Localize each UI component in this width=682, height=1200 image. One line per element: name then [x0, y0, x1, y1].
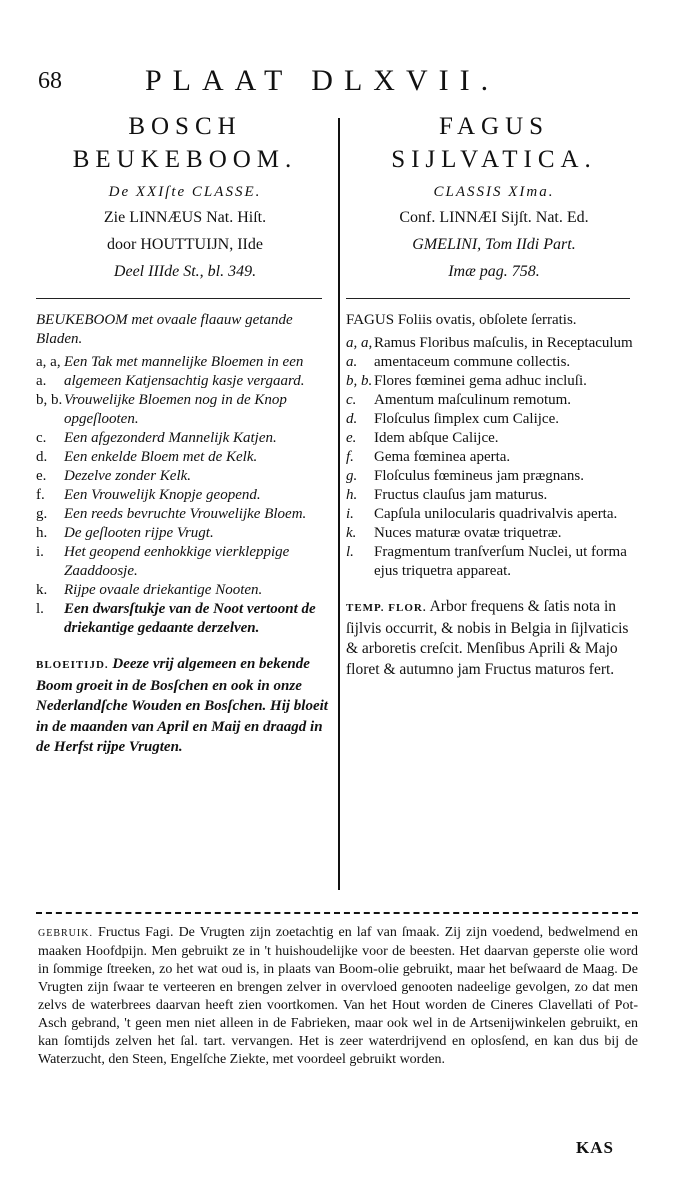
figure-key: k. — [36, 582, 48, 598]
list-item — [36, 429, 334, 448]
list-item — [346, 410, 642, 429]
figure-key: d. — [346, 411, 358, 427]
flowering-text-latin: Arbor frequens & ſatis nota in ſijlvis occurrit, & nobis in Belgia in ſijlvaticis & arboretis creſcit. Menſibus Aprili & Majo floret & autumno jam Fructus maturos fert. — [346, 598, 629, 678]
latin-column — [346, 110, 642, 680]
latin-heading-line1: FAGUS — [438, 113, 550, 140]
latin-classis: CLASSIS XIma. — [433, 184, 555, 200]
latin-reference-line1: Conf. LINNÆI Sijſt. Nat. Ed. — [399, 209, 589, 226]
figure-text: Een Tak met mannelijke Bloemen in een algemeen Katjensachtig kasje vergaard. — [64, 354, 305, 389]
figure-text: Ramus Floribus maſculis, in Receptaculum amentaceum commune collectis. — [374, 335, 633, 370]
figure-text: Rijpe ovaale driekantige Nooten. — [64, 582, 263, 598]
figure-key: l. — [346, 544, 354, 560]
figure-key: b, b. — [36, 392, 63, 408]
figure-key: f. — [346, 449, 354, 465]
list-item — [346, 334, 642, 372]
dutch-reference-line3: Deel IIIde St., bl. 349. — [113, 263, 257, 280]
dutch-header-rule — [36, 298, 322, 299]
figure-key: a, a, a. — [346, 335, 373, 370]
figure-text: Amentum maſculinum remotum. — [374, 392, 572, 408]
dutch-reference-line2: door HOUTTUIJN, IIde — [107, 236, 263, 253]
figure-text: Dezelve zonder Kelk. — [64, 468, 192, 484]
figure-key: g. — [346, 468, 358, 484]
list-item — [36, 391, 334, 429]
plate-title: PLAAT DLXVII. — [145, 64, 500, 97]
list-item — [36, 467, 334, 486]
figure-key: d. — [36, 449, 48, 465]
figure-text: Floſculus fœmineus jam prægnans. — [374, 468, 584, 484]
list-item — [346, 372, 642, 391]
list-item — [346, 391, 642, 410]
page-number: 68 — [38, 68, 62, 94]
figure-text: Een afgezonderd Mannelijk Katjen. — [64, 430, 277, 446]
figure-text: Fructus clauſus jam maturus. — [374, 487, 548, 503]
dutch-classe: De XXIſte CLASSE. — [108, 184, 262, 200]
list-item — [36, 486, 334, 505]
latin-description: FAGUS Foliis ovatis, obſolete ſerratis. — [346, 312, 577, 328]
flowering-paragraph — [36, 654, 334, 758]
figure-key: c. — [346, 392, 357, 408]
flowering-label-latin: TEMP. FLOR. — [346, 602, 427, 614]
figure-key: a, a, a. — [36, 354, 61, 389]
figure-key: f. — [36, 487, 45, 503]
list-item — [346, 543, 642, 581]
figure-key: b, b. — [346, 373, 373, 389]
figure-key: g. — [36, 506, 48, 522]
figure-text: Het geopend eenhokkige vierkleppige Zaaddoosje. — [64, 544, 290, 579]
latin-figure-list — [346, 334, 642, 581]
flowering-text: Deeze vrij algemeen en bekende Boom groeit in de Bosſchen en ook in onze Nederlandſche Wouden en Bosſchen. Hij bloeit in de maanden van April en Maij en draagd in de Herfst rijpe Vrugten. — [36, 656, 328, 755]
list-item — [36, 505, 334, 524]
figure-key: e. — [36, 468, 47, 484]
list-item — [346, 486, 642, 505]
list-item — [36, 581, 334, 600]
dutch-heading-line2: BEUKEBOOM. — [72, 146, 298, 173]
list-item — [346, 505, 642, 524]
latin-header-rule — [346, 298, 630, 299]
catchword: KAS — [576, 1138, 614, 1157]
usage-paragraph — [38, 924, 638, 1069]
figure-key: e. — [346, 430, 357, 446]
dutch-heading-line1: BOSCH — [128, 113, 242, 140]
dutch-column — [36, 110, 334, 758]
figure-key: h. — [36, 525, 48, 541]
usage-label: GEBRUIK. — [38, 928, 93, 939]
figure-text: Een Vrouwelijk Knopje geopend. — [64, 487, 261, 503]
list-item — [36, 448, 334, 467]
figure-text: Een dwarsſtukje van de Noot vertoont de driekantige gedaante derzelven. — [64, 601, 316, 636]
list-item — [36, 524, 334, 543]
figure-text: De geſlooten rijpe Vrugt. — [64, 525, 214, 541]
list-item — [346, 524, 642, 543]
section-rule — [36, 912, 638, 914]
dutch-figure-list — [36, 353, 334, 638]
flowering-paragraph-latin — [346, 597, 642, 680]
list-item — [346, 467, 642, 486]
figure-text: Capſula unilocularis quadrivalvis aperta. — [374, 506, 618, 522]
list-item — [346, 429, 642, 448]
figure-key: l. — [36, 601, 44, 617]
list-item — [36, 353, 334, 391]
figure-text: Gema fœminea aperta. — [374, 449, 511, 465]
column-divider — [338, 118, 340, 890]
figure-key: h. — [346, 487, 358, 503]
figure-key: i. — [36, 544, 44, 560]
figure-text: Flores fœminei gema adhuc incluſi. — [374, 373, 587, 389]
flowering-label: BLOEITIJD. — [36, 659, 109, 671]
list-item — [346, 448, 642, 467]
dutch-reference-line1: Zie LINNÆUS Nat. Hiſt. — [103, 209, 267, 226]
usage-text: Fructus Fagi. De Vrugten zijn zoetachtig en laf van ſmaak. Zij zijn voedend, bedwelmend en maaken Hoofdpijn. Men gebruikt ze in 't huishoudelijke voor de beesten. Het daarvan geperste olie word in ſommige ſtreeken, zo het wat oud is, in plaats van Boom-olie gebruikt, maar het beſwaard de Maag. De Vrugten zijn ſwaar te verteeren en brengen zelver in overvloed genooten nadeelige gevolgen, zo dat men zelvs de waterbrees daarvan heeft zien voortkomen. Van het Hout worden de Cineres Clavellati of Pot-Asch gebrand, 't geen men niet alleen in de Fabrieken, maar ook wel in de Artsenijwinkelen gebruikt, en kan ſomtijds zelven het ſal. tart. vervangen. Het is zeer waterdrijvend en oplosſend, en kan dus bij de Waterzucht, den Steen, Engelſche Ziekte, met voordeel gebruikt worden. — [38, 925, 638, 1067]
list-item — [36, 543, 334, 581]
figure-text: Vrouwelijke Bloemen nog in de Knop opgeſlooten. — [64, 392, 287, 427]
figure-text: Fragmentum tranſverſum Nuclei, ut forma ejus triquetra appareat. — [374, 544, 627, 579]
figure-text: Een reeds bevruchte Vrouwelijke Bloem. — [64, 506, 307, 522]
latin-reference-line3: Imæ pag. 758. — [448, 263, 540, 280]
list-item — [36, 600, 334, 638]
latin-heading-line2: SIJLVATICA. — [391, 146, 597, 173]
dutch-description: BEUKEBOOM met ovaale flaauw getande Bladen. — [36, 312, 293, 347]
figure-key: i. — [346, 506, 354, 522]
figure-text: Een enkelde Bloem met de Kelk. — [64, 449, 258, 465]
figure-text: Idem abſque Calijce. — [374, 430, 499, 446]
latin-reference-line2: GMELINI, Tom IIdi Part. — [412, 236, 576, 253]
figure-key: c. — [36, 430, 47, 446]
figure-text: Floſculus ſimplex cum Calijce. — [374, 411, 559, 427]
figure-text: Nuces maturæ ovatæ triquetræ. — [374, 525, 562, 541]
figure-key: k. — [346, 525, 357, 541]
